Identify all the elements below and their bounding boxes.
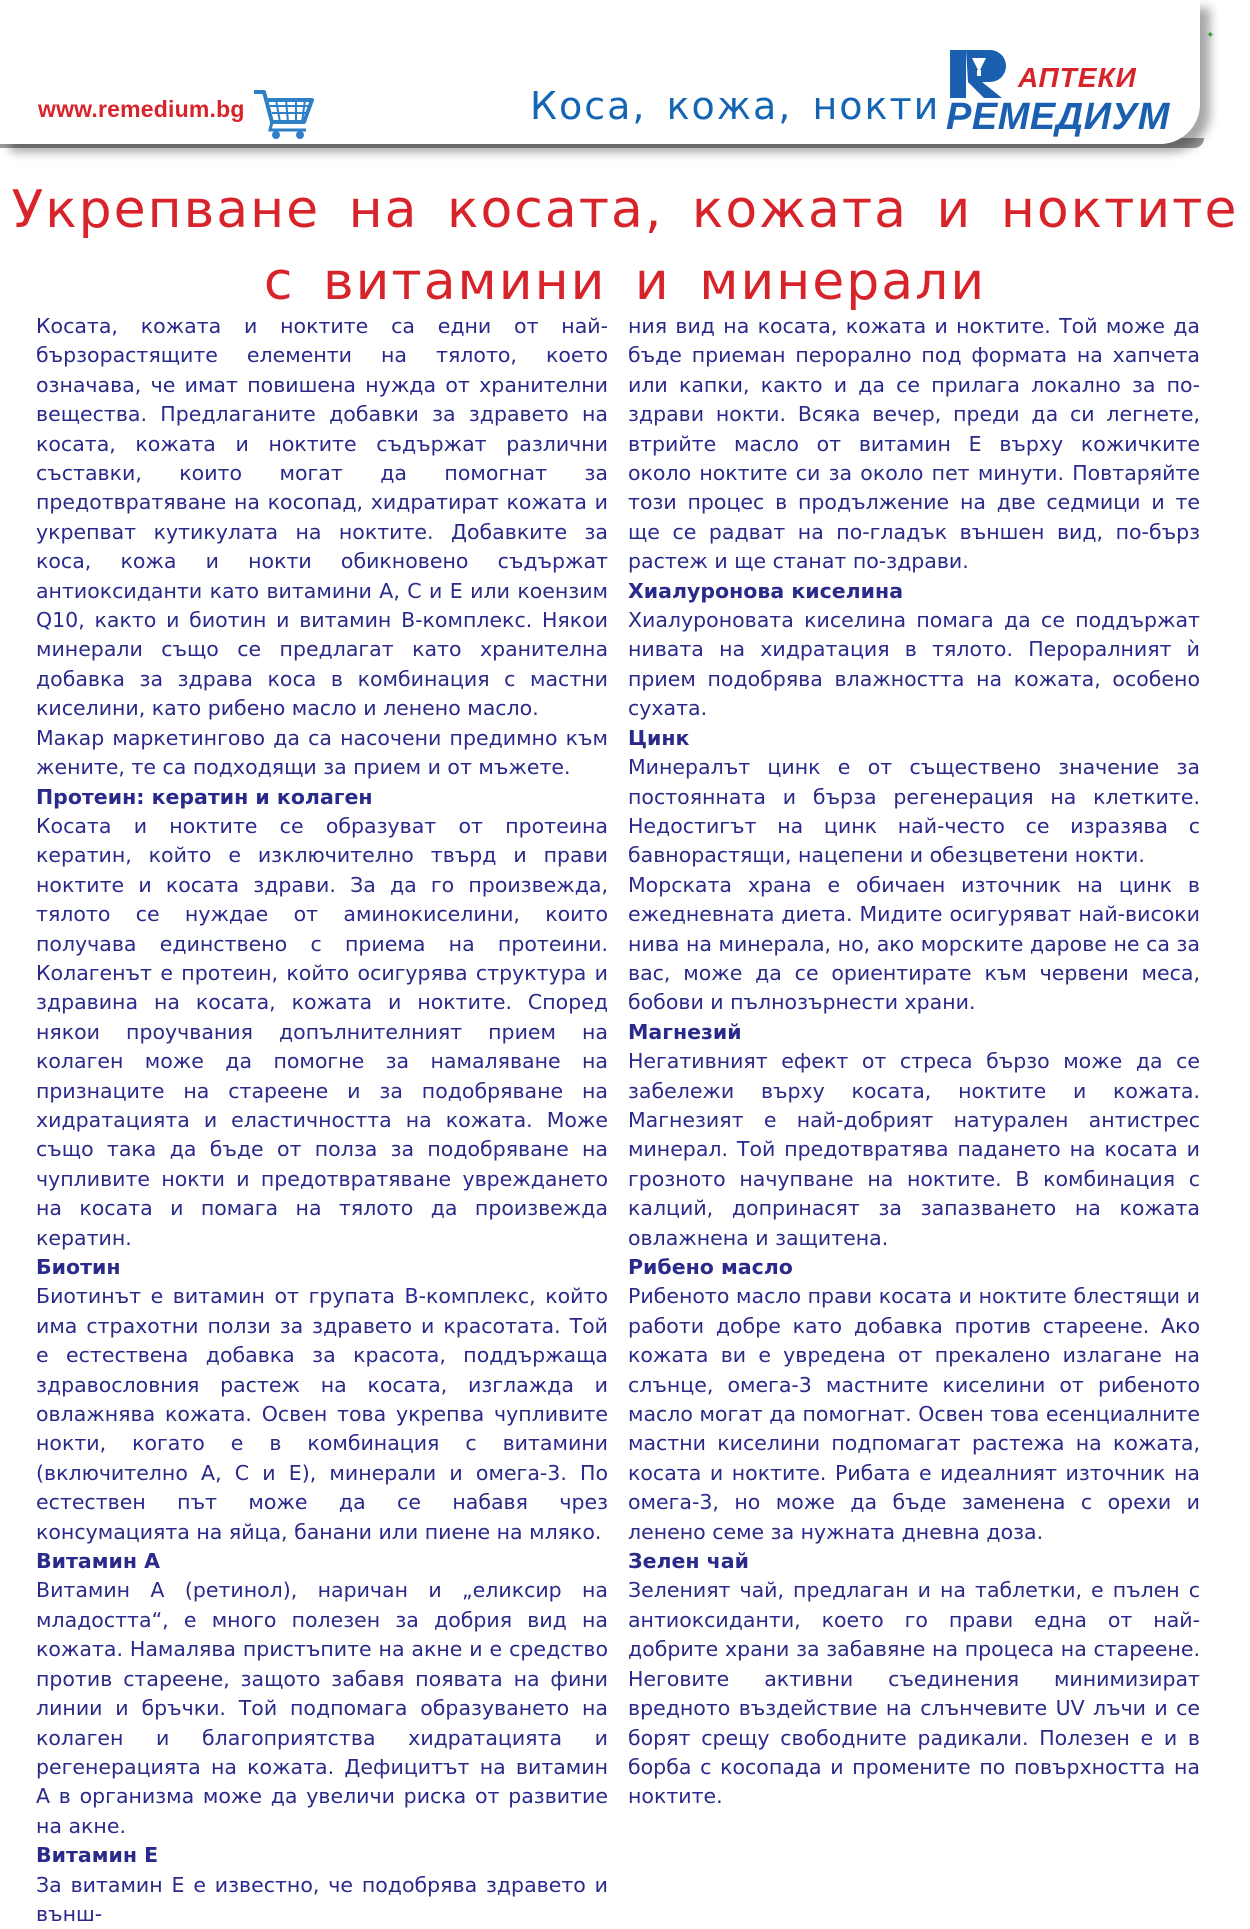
vitamin-e-paragraph-cont: ния вид на косата, кожата и ноктите. Той може да бъде приеман перорално под формата на хапчета или капки, както и да се прилага локално за по-здрави нокти. Всяка вечер, преди да си легнете, втрийте масло от витамин Е върху кожичките около ноктите си за около пет минути. Повтаряйте този процес в продължение на две седмици и те ще се радват на по-гладък външен вид, по-бърз растеж и ще станат по-здрави. — [628, 314, 1200, 574]
heading-fish-oil: Рибено масло — [628, 1255, 793, 1279]
heading-hyaluronic-acid: Хиалуронова киселина — [628, 578, 904, 603]
heading-biotin: Биотин — [36, 1255, 121, 1279]
left-column — [36, 312, 608, 1929]
hyaluronic-paragraph: Хиалуроновата киселина помага да се поддържат нивата на хидратация в тялото. Пероралният ѝ прием подобрява влажността на кожата, особено сухата. — [628, 608, 1200, 721]
zinc-paragraph-1: Минералът цинк е от съществено значение за постоянната и бърза регенерация на клетките. Недостигът на цинк най-често се изразява с бавнорастящи, нацепени и обезцветени нокти. — [628, 755, 1200, 868]
intro-paragraph: Косата, кожата и ноктите са едни от най-бързорастящите елементи на тялото, което означава, че имат повишена нужда от хранителни вещества. Предлаганите добавки за здравето на косата, кожата и ноктите съдържат различни съставки, които могат да помогнат за предотвратяване на косопад, хидратират кожата и укрепват кутикулата на ноктите. Добавките за коса, кожа и нокти обикновено съдържат антиоксиданти като витамини А, С и Е или коензим Q10, както и биотин и витамин В-комплекс. Някои минерали също се предлагат като хранителна добавка за здрава коса в комбинация с мастни киселини, като рибено масло и ленено масло. — [36, 314, 608, 721]
vitamin-a-paragraph: Витамин А (ретинол), наричан и „еликсир на младостта“, е много полезен за добрия вид на кожата. Намалява пристъпите на акне и е средство против стареене, защото забавя появата на фини линии и бръчки. Той подпомага образуването на колаген и благоприятства хидратацията и регенерацията на кожата. Дефицитът на витамин А в организма може да увеличи риска от развитие на акне. — [36, 1578, 608, 1838]
protein-paragraph: Косата и ноктите се образуват от протеина кератин, който е изключително твърд и прави ноктите и косата здрави. За да го произвежда, тялото се нуждае от аминокиселини, които получава единствено с приема на протеини. Колагенът е протеин, който осигурява структура и здравина на косата, кожата и ноктите. Според някои проучвания допълнителният прием на колаген може да помогне за намаляване на признаците на стареене и за подобряване на хидратацията и еластичността на кожата. Може също така да бъде от полза за подобряване на чупливите нокти и предотвратяване увреждането на косата и помага на тялото да произвежда кератин. — [36, 813, 608, 1250]
corner-mark-icon: ✦ — [1206, 30, 1215, 41]
heading-magnesium: Магнезий — [628, 1019, 742, 1044]
heading-green-tea: Зелен чай — [628, 1549, 749, 1574]
logo-line-pharmacies: АПТЕКИ — [1018, 62, 1137, 93]
section-title: Коса, кожа, нокти — [530, 84, 941, 128]
green-tea-paragraph: Зеленият чай, предлаган и на таблетки, е пълен с антиоксиданти, което го прави една от най-добрите храни за забавяне на процеса на стареене. Неговите активни съединения минимизират вредното въздействие на слънчевите UV лъчи и се борят срещу свободните радикали. Полезен е и в борба с косопада и промените по повърхността на ноктите. — [628, 1578, 1200, 1809]
logo-line-remedium: РЕМЕДИУМ — [946, 96, 1170, 138]
heading-vitamin-e: Витамин Е — [36, 1843, 159, 1868]
shopping-cart-icon[interactable] — [252, 88, 318, 140]
pharmacy-logo[interactable] — [946, 50, 1176, 136]
fish-oil-paragraph: Рибеното масло прави косата и ноктите блестящи и работи добре като добавка против стареене. Ако кожата ви е увредена от прекалено излагане на слънце, омега-3 мастните киселини от рибеното масло могат да помогнат. Освен това есенциалните мастни киселини подпомагат растежа на кожата, косата и ноктите. Рибата е идеалният източник на омега-3, но може да бъде заменена с орехи и ленено семе за нужната дневна доза. — [628, 1284, 1200, 1544]
intro-paragraph-2: Макар маркетингово да са насочени предимно към жените, те са подходящи за прием и от мъжете. — [36, 725, 608, 780]
vitamin-e-paragraph-start: За витамин Е е известно, че подобрява здравето и външ- — [36, 1872, 608, 1926]
zinc-paragraph-2: Морската храна е обичаен източник на цинк в ежедневната диета. Мидите осигуряват най-високи нива на минерала, но, ако морските дарове не са за вас, може да се ориентирате към червени меса, бобови и пълнозърнести храни. — [628, 872, 1200, 1015]
article-headline — [0, 174, 1250, 318]
headline-line-2: с витамини и минерали — [263, 252, 987, 312]
heading-protein: Протеин: кератин и колаген — [36, 784, 373, 809]
magnesium-paragraph: Негативният ефект от стреса бързо може да се забележи върху косата, ноктите и кожата. Магнезият е най-добрият натурален антистрес минерал. Той предотвратява падането на косата и грозното начупване на ноктите. В комбинация с калций, допринасят за запазването на кожата овлажнена и защитена. — [628, 1049, 1200, 1250]
headline-line-1: Укрепване на косата, кожата и ноктите — [11, 180, 1239, 240]
remedium-r-icon — [946, 50, 1016, 102]
heading-zinc: Цинк — [628, 725, 690, 750]
site-url-link[interactable]: www.remedium.bg — [38, 96, 245, 122]
right-column — [628, 312, 1200, 1812]
biotin-paragraph: Биотинът е витамин от групата В-комплекс, който има страхотни ползи за здравето и красотата. Той е естествена добавка за красота, поддържаща здравословния растеж на косата, изглажда и овлажнява кожата. Освен това укрепва чупливите нокти, когато е в комбинация с витамини (включително А, С и Е), минерали и омега-3. По естествен път може да се набавя чрез консумацията на яйца, банани или пиене на мляко. — [36, 1284, 608, 1544]
heading-vitamin-a: Витамин А — [36, 1549, 160, 1574]
